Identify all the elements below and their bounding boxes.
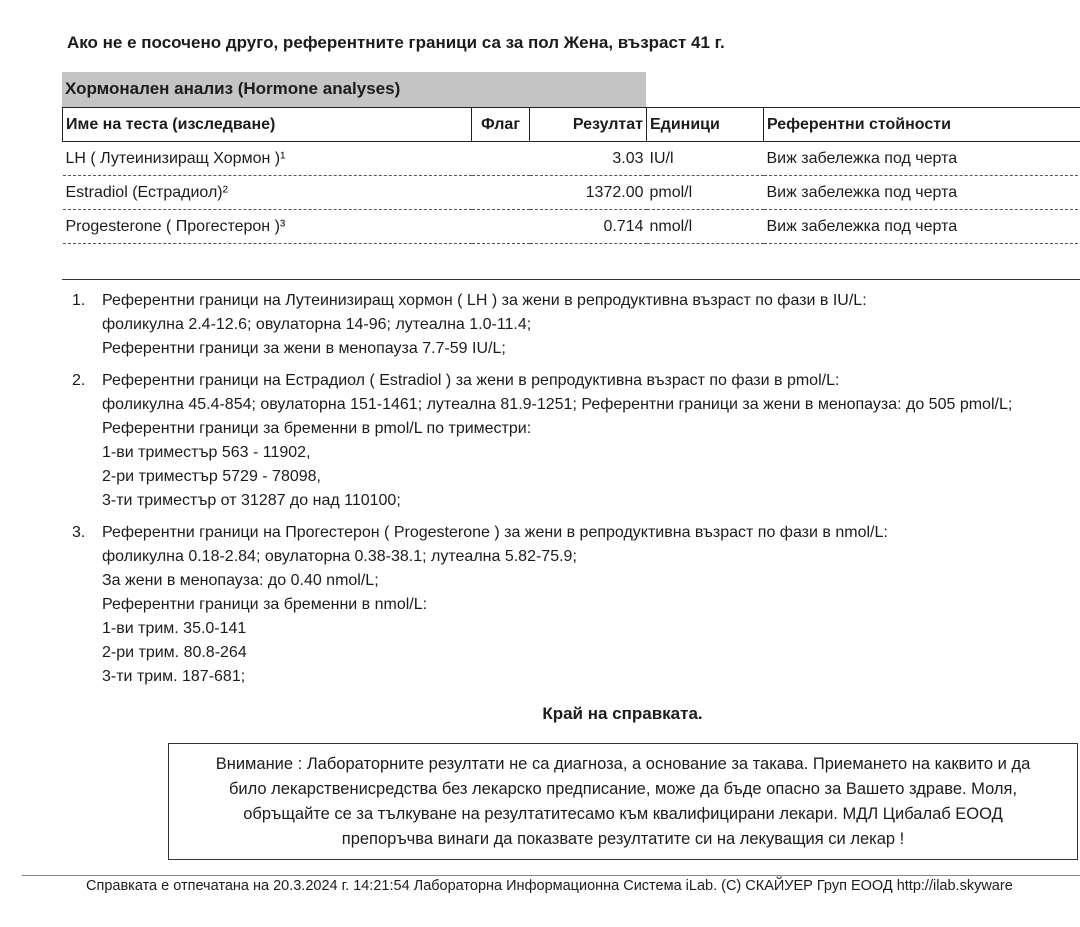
test-units: pmol/l bbox=[647, 176, 764, 210]
footnote-item bbox=[72, 289, 1072, 361]
footnote-line: Референтни граници на Прогестерон ( Progesterone ) за жени в репродуктивна възраст по фази в nmol/L: bbox=[102, 524, 888, 541]
footnote-line: 1-ви триместър 563 - 11902, bbox=[102, 444, 311, 461]
header-reference: Референтни стойности bbox=[764, 108, 1080, 142]
footnotes-list bbox=[72, 289, 1072, 697]
test-units: IU/l bbox=[647, 142, 764, 176]
warning-line: било лекарственисредства без лекарско предписание, може да бъде опасно за Вашето здраве. Моля, bbox=[228, 780, 1018, 798]
notes-separator bbox=[62, 279, 1080, 280]
test-units: nmol/l bbox=[647, 210, 764, 244]
footnote-line: 2-ри триместър 5729 - 78098, bbox=[102, 468, 321, 485]
test-result: 1372.00 bbox=[530, 176, 647, 210]
test-name: LH ( Лутеинизиращ Хормон )¹ bbox=[63, 142, 472, 176]
warning-line: препоръчва винаги да показвате резултатите си на лекуващия си лекар ! bbox=[341, 830, 905, 848]
table-row bbox=[63, 176, 1080, 210]
footnote-line: Референтни граници за бременни в pmol/L по триместри: bbox=[102, 420, 532, 437]
footnote-line: 1-ви трим. 35.0-141 bbox=[102, 620, 247, 637]
footer-divider bbox=[22, 875, 1080, 876]
test-result: 3.03 bbox=[530, 142, 647, 176]
test-reference: Виж забележка под черта bbox=[764, 176, 1080, 210]
warning-line: Внимание : Лабораторните резултати не са диагноза, а основание за такава. Приемането на каквито и да bbox=[215, 755, 1031, 773]
footnote-line: Референтни граници на Естрадиол ( Estradiol ) за жени в репродуктивна възраст по фази в pmol/L: bbox=[102, 372, 840, 389]
test-result: 0.714 bbox=[530, 210, 647, 244]
warning-line: обръщайте се за тълкуване на резултатитесамо към квалифицирани лекари. МДЛ Цибалаб ЕООД bbox=[243, 805, 1003, 823]
test-flag bbox=[472, 142, 530, 176]
footnote-line: фоликулна 2.4-12.6; овулаторна 14-96; лутеална 1.0-11.4; bbox=[102, 316, 532, 333]
footnote-number: 3. bbox=[72, 524, 86, 541]
header-result: Резултат bbox=[530, 108, 647, 142]
footnote-line: Референтни граници за бременни в nmol/L: bbox=[102, 596, 428, 613]
table-row bbox=[63, 142, 1080, 176]
test-flag bbox=[472, 176, 530, 210]
footnote-item bbox=[72, 369, 1072, 513]
footnote-line: фоликулна 0.18-2.84; овулаторна 0.38-38.1; лутеална 5.82-75.9; bbox=[102, 548, 577, 565]
footnote-line: Референтни граници на Лутеинизиращ хормон ( LH ) за жени в репродуктивна възраст по фази в IU/L: bbox=[102, 292, 867, 309]
table-header-row bbox=[63, 108, 1080, 142]
test-flag bbox=[472, 210, 530, 244]
test-name: Progesterone ( Прогестерон )³ bbox=[63, 210, 472, 244]
footnote-number: 1. bbox=[72, 292, 86, 309]
footnote-line: 3-ти триместър от 31287 до над 110100; bbox=[102, 492, 401, 509]
footnote-line: фоликулна 45.4-854; овулаторна 151-1461; лутеална 81.9-1251; Референтни граници за жени в менопауза: до 505 pmol/L; bbox=[102, 396, 1013, 413]
header-units: Единици bbox=[647, 108, 764, 142]
footnote-line: 3-ти трим. 187-681; bbox=[102, 668, 246, 685]
warning-box bbox=[168, 743, 1078, 860]
table-row bbox=[63, 210, 1080, 244]
test-reference: Виж забележка под черта bbox=[764, 142, 1080, 176]
test-reference: Виж забележка под черта bbox=[764, 210, 1080, 244]
results-table bbox=[62, 107, 1080, 244]
section-title: Хормонален анализ (Hormone analyses) bbox=[62, 72, 646, 107]
footnote-number: 2. bbox=[72, 372, 86, 389]
footnote-line: За жени в менопауза: до 0.40 nmol/L; bbox=[102, 572, 379, 589]
header-flag: Флаг bbox=[472, 108, 530, 142]
print-footer: Справката е отпечатана на 20.3.2024 г. 14:21:54 Лабораторна Информационна Система iLab. (C) СКАЙУЕР Груп ЕООД http://ilab.skyware bbox=[86, 878, 1013, 894]
header-test-name: Име на теста (изследване) bbox=[63, 108, 472, 142]
reference-intro: Ако не е посочено друго, референтните граници са за пол Жена, възраст 41 г. bbox=[67, 33, 725, 52]
end-of-report: Край на справката. bbox=[542, 704, 703, 723]
footnote-line: Референтни граници за жени в менопауза 7.7-59 IU/L; bbox=[102, 340, 506, 357]
test-name: Estradiol (Естрадиол)² bbox=[63, 176, 472, 210]
footnote-line: 2-ри трим. 80.8-264 bbox=[102, 644, 247, 661]
footnote-item bbox=[72, 521, 1072, 689]
